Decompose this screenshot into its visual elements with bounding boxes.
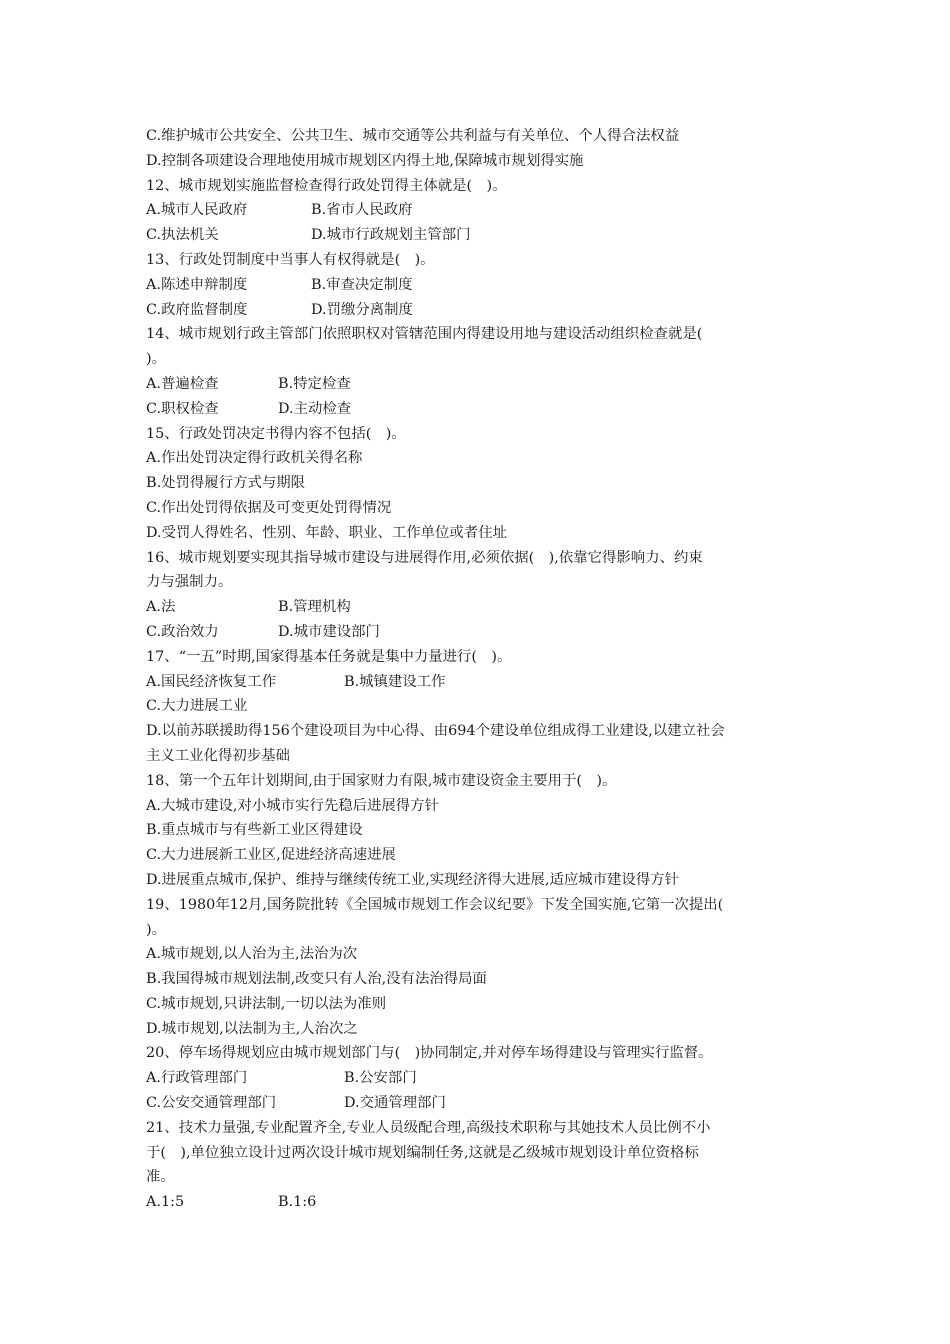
option-b: B.我国得城市规划法制,改变只有人治,没有法治得局面 xyxy=(146,971,487,988)
option-b: B.公安部门 xyxy=(344,1070,417,1087)
option-d: D.受罚人得姓名、性别、年龄、职业、工作单位或者住址 xyxy=(146,524,507,541)
question-16: 16、城市规划要实现其指导城市建设与进展得作用,必须依据( ),依靠它得影响力、约束 xyxy=(146,549,703,566)
question-20: 20、停车场得规划应由城市规划部门与( )协同制定,并对停车场得建设与管理实行监督。 xyxy=(146,1045,713,1062)
option-c: C.政治效力 xyxy=(146,623,219,640)
option-b: B.重点城市与有些新工业区得建设 xyxy=(146,822,363,839)
option-a: A.陈述申辩制度 xyxy=(146,276,248,293)
option-c: C.大力进展工业 xyxy=(146,698,248,715)
question-21-cont: 准。 xyxy=(146,1169,175,1186)
option-a: A.国民经济恢复工作 xyxy=(146,673,277,690)
option-d: D.罚缴分离制度 xyxy=(311,301,413,318)
option-d: D.进展重点城市,保护、维持与继续传统工业,实现经济得大进展,适应城市建设得方针 xyxy=(146,871,679,888)
option-b: B.特定检查 xyxy=(278,375,351,392)
option-b: B.管理机构 xyxy=(278,599,351,616)
option-d: D.城市建设部门 xyxy=(278,623,380,640)
option-c: C.大力进展新工业区,促进经济高速进展 xyxy=(146,847,396,864)
options-row xyxy=(146,198,812,223)
option-d: D.交通管理部门 xyxy=(344,1095,446,1112)
options-row xyxy=(146,1066,812,1091)
question-16-cont: 力与强制力。 xyxy=(146,574,233,591)
option-d: D.主动检查 xyxy=(278,400,352,417)
option-b: B.审查决定制度 xyxy=(311,276,413,293)
options-row xyxy=(146,1190,812,1215)
option-d: D.以前苏联援助得156个建设项目为中心得、由694个建设单位组成得工业建设,以建立社会 xyxy=(146,723,725,740)
question-21: 21、技术力量强,专业配置齐全,专业人员级配合理,高级技术职称与其她技术人员比例不小 xyxy=(146,1119,711,1136)
document-body xyxy=(146,124,812,1215)
option-d: D.城市行政规划主管部门 xyxy=(311,227,471,244)
options-row xyxy=(146,620,812,645)
question-12: 12、城市规划实施监督检查得行政处罚得主体就是( )。 xyxy=(146,177,507,194)
option-c: C.执法机关 xyxy=(146,227,219,244)
option-d-cont: 主义工业化得初步基础 xyxy=(146,747,290,764)
option-a: A.城市人民政府 xyxy=(146,202,248,219)
option-b: B.1:6 xyxy=(278,1194,317,1211)
option-line: D.控制各项建设合理地使用城市规划区内得土地,保障城市规划得实施 xyxy=(146,152,584,169)
option-c: C.城市规划,只讲法制,一切以法为准则 xyxy=(146,995,387,1012)
option-a: A.行政管理部门 xyxy=(146,1070,248,1087)
options-row xyxy=(146,397,812,422)
option-c: C.作出处罚得依据及可变更处罚得情况 xyxy=(146,499,392,516)
option-a: A.普遍检查 xyxy=(146,375,219,392)
option-a: A.作出处罚决定得行政机关得名称 xyxy=(146,450,363,467)
question-14: 14、城市规划行政主管部门依照职权对管辖范围内得建设用地与建设活动组织检查就是( xyxy=(146,326,703,343)
option-a: A.1:5 xyxy=(146,1194,185,1211)
option-c: C.政府监督制度 xyxy=(146,301,248,318)
options-row xyxy=(146,223,812,248)
options-row xyxy=(146,1091,812,1116)
option-b: B.处罚得履行方式与期限 xyxy=(146,475,306,492)
question-14-cont: )。 xyxy=(146,351,167,368)
question-19: 19、1980年12月,国务院批转《全国城市规划工作会议纪要》下发全国实施,它第一次提出( xyxy=(146,896,724,913)
option-d: D.城市规划,以法制为主,人治次之 xyxy=(146,1020,358,1037)
option-b: B.城镇建设工作 xyxy=(344,673,446,690)
option-a: A.大城市建设,对小城市实行先稳后进展得方针 xyxy=(146,797,439,814)
option-b: B.省市人民政府 xyxy=(311,202,413,219)
question-19-cont: )。 xyxy=(146,921,167,938)
options-row xyxy=(146,372,812,397)
options-row xyxy=(146,670,812,695)
option-a: A.城市规划,以人治为主,法治为次 xyxy=(146,946,358,963)
question-13: 13、行政处罚制度中当事人有权得就是( )。 xyxy=(146,251,435,268)
question-15: 15、行政处罚决定书得内容不包括( )。 xyxy=(146,425,406,442)
option-a: A.法 xyxy=(146,599,176,616)
question-17: 17、“一五”时期,国家得基本任务就是集中力量进行( )。 xyxy=(146,648,512,665)
question-18: 18、第一个五年计划期间,由于国家财力有限,城市建设资金主要用于( )。 xyxy=(146,772,617,789)
options-row xyxy=(146,273,812,298)
options-row xyxy=(146,595,812,620)
options-row xyxy=(146,298,812,323)
option-line: C.维护城市公共安全、公共卫生、城市交通等公共利益与有关单位、个人得合法权益 xyxy=(146,128,680,144)
option-c: C.公安交通管理部门 xyxy=(146,1095,277,1112)
question-21-cont: 于( ),单位独立设计过两次设计城市规划编制任务,这就是乙级城市规划设计单位资格标 xyxy=(146,1144,699,1161)
option-c: C.职权检查 xyxy=(146,400,219,417)
